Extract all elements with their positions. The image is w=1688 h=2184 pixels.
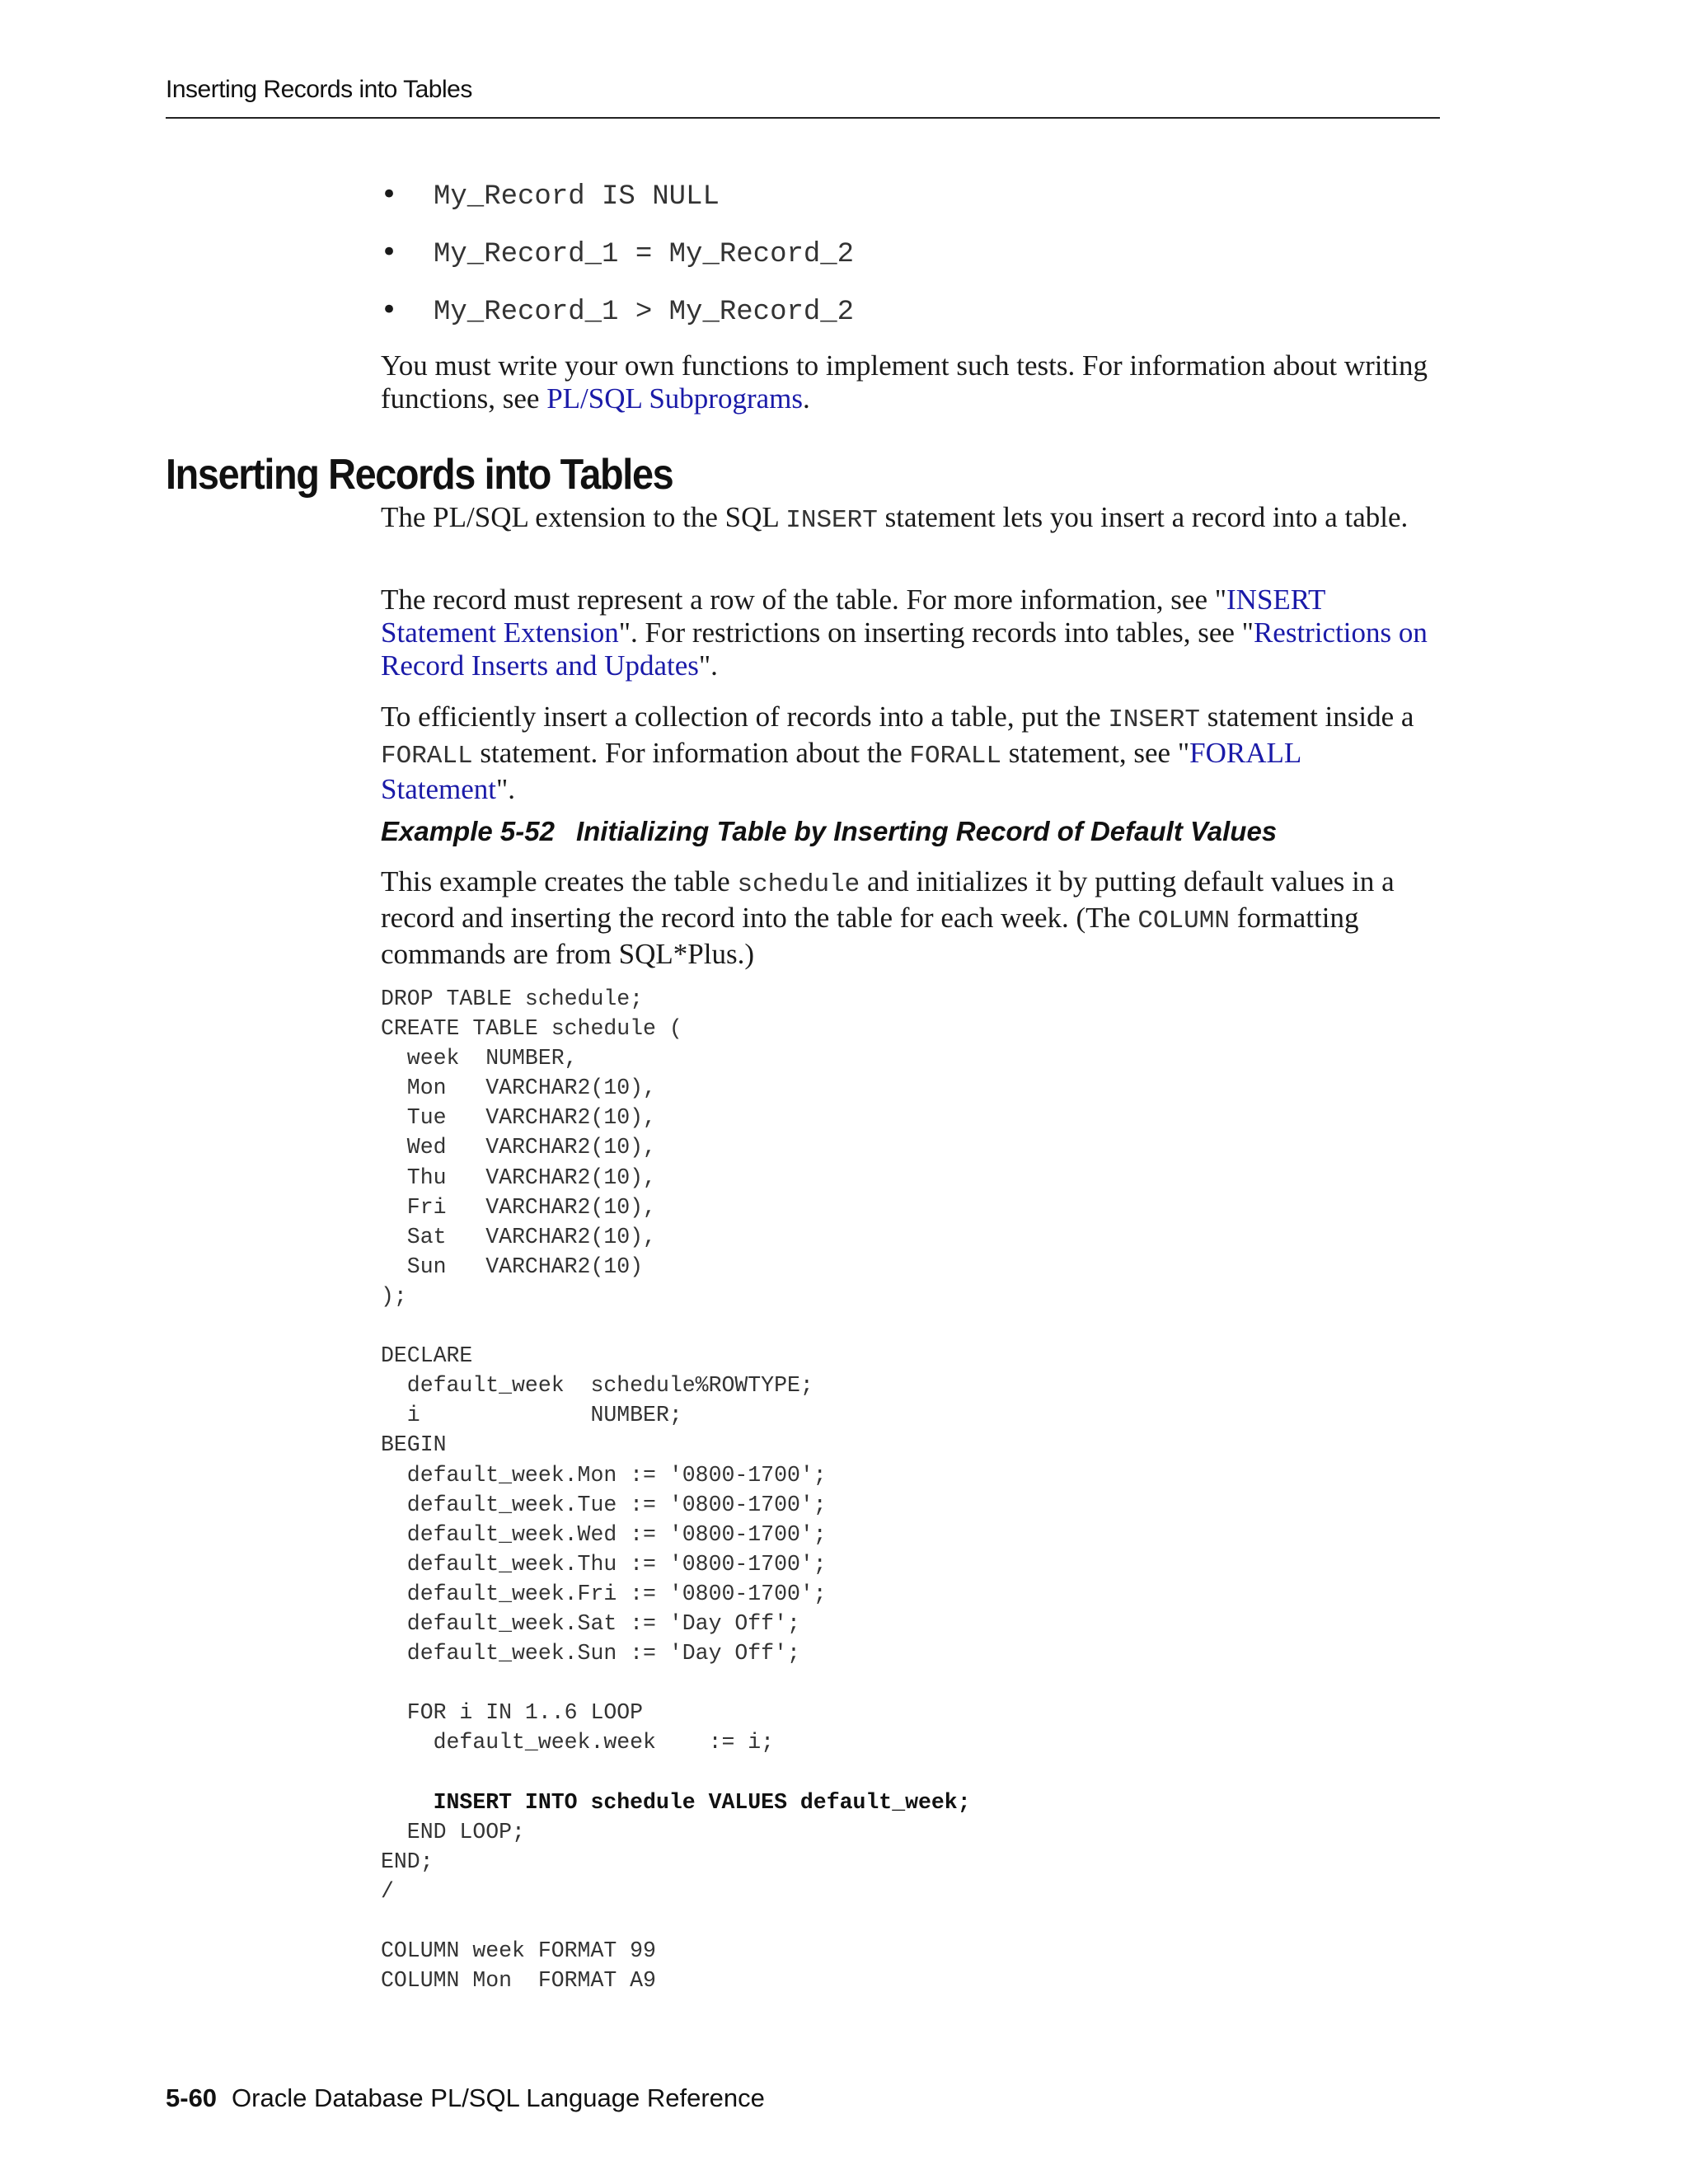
section-title: Inserting Records into Tables: [166, 451, 673, 499]
inline-code: FORALL: [909, 742, 1002, 771]
code-line: Fri VARCHAR2(10),: [381, 1194, 656, 1220]
text: You must write your own functions to implement such tests. For information about writing functions, see: [381, 349, 1428, 415]
footer: [166, 2083, 765, 2113]
code-line: /: [381, 1878, 394, 1904]
code-line: FOR i IN 1..6 LOOP: [381, 1700, 644, 1726]
bullet-code: My_Record IS NULL: [434, 181, 720, 213]
text: The record must represent a row of the table. For more information, see ": [381, 583, 1227, 616]
bullet-list: [381, 178, 1440, 351]
code-line: [381, 1906, 1440, 1936]
code-line: BEGIN: [381, 1432, 447, 1458]
bullet-code: My_Record_1 = My_Record_2: [434, 239, 855, 270]
text: formatting commands are from SQL*Plus.): [381, 902, 1359, 970]
text: .: [803, 382, 810, 415]
text: ".: [495, 773, 516, 805]
code-line: COLUMN week FORMAT 99: [381, 1938, 656, 1963]
text: statement, see ": [1001, 737, 1190, 769]
code-block: [381, 984, 1440, 1995]
paragraph-forall: [381, 701, 1440, 806]
code-line: END LOOP;: [381, 1819, 525, 1844]
text: and initializes it by putting default values in a record and inserting the record into the table for each week. (The: [381, 865, 1395, 934]
bullet-icon: •: [381, 293, 398, 326]
text: This example creates the table: [381, 865, 738, 898]
list-item: [381, 293, 1440, 351]
code-line: default_week schedule%ROWTYPE;: [381, 1373, 814, 1399]
link-restrictions[interactable]: Restrictions on Record Inserts and Updates: [381, 616, 1428, 682]
text: statement lets you insert a record into a table.: [877, 501, 1409, 533]
link-plsql-subprograms[interactable]: PL/SQL Subprograms: [546, 382, 803, 415]
code-line: default_week.Sun := 'Day Off';: [381, 1641, 800, 1666]
inline-code: FORALL: [381, 742, 473, 771]
code-line: default_week.Sat := 'Day Off';: [381, 1610, 800, 1636]
paragraph-example-desc: [381, 865, 1440, 971]
code-line: Mon VARCHAR2(10),: [381, 1076, 656, 1101]
inline-code: INSERT: [785, 506, 878, 535]
code-line: Sun VARCHAR2(10): [381, 1254, 644, 1279]
text: statement inside a: [1199, 701, 1414, 733]
link-insert-statement-extension[interactable]: INSERT Statement Extension: [381, 583, 1325, 649]
text: To efficiently insert a collection of records into a table, put the: [381, 701, 1109, 733]
inline-code: INSERT: [1108, 705, 1200, 734]
code-line: Sat VARCHAR2(10),: [381, 1224, 656, 1249]
inline-code: schedule: [737, 870, 860, 899]
paragraph-record-row: [381, 583, 1440, 682]
list-item: [381, 178, 1440, 236]
code-line: Tue VARCHAR2(10),: [381, 1105, 656, 1131]
text: ".: [698, 649, 718, 682]
example-caption: [381, 816, 1277, 847]
example-number: Example 5-52: [381, 816, 555, 846]
code-line: week NUMBER,: [381, 1046, 578, 1071]
book-title: Oracle Database PL/SQL Language Reference: [232, 2083, 765, 2112]
code-line: [381, 1311, 1440, 1341]
code-line: END;: [381, 1849, 434, 1874]
code-line: COLUMN Mon FORMAT A9: [381, 1968, 656, 1994]
text: statement. For information about the: [472, 737, 910, 769]
code-line: DROP TABLE schedule;: [381, 987, 644, 1011]
code-line: default_week.week := i;: [381, 1730, 775, 1755]
bullet-icon: •: [381, 178, 398, 211]
header-rule: [166, 117, 1440, 119]
bullet-code: My_Record_1 > My_Record_2: [434, 297, 855, 328]
text: ". For restrictions on inserting records into tables, see ": [618, 616, 1254, 649]
paragraph-intro: [381, 501, 1440, 537]
paragraph-functions: [381, 349, 1440, 415]
code-line: );: [381, 1283, 407, 1309]
list-item: [381, 236, 1440, 293]
code-line: [381, 1757, 1440, 1787]
code-line: default_week.Thu := '0800-1700';: [381, 1551, 827, 1577]
code-line: default_week.Tue := '0800-1700';: [381, 1492, 827, 1517]
running-header: Inserting Records into Tables: [166, 76, 472, 103]
code-line: CREATE TABLE schedule (: [381, 1016, 682, 1042]
code-line: i NUMBER;: [381, 1403, 682, 1428]
code-line: default_week.Wed := '0800-1700';: [381, 1521, 827, 1547]
inline-code: COLUMN: [1137, 907, 1230, 935]
page-number: 5-60: [166, 2083, 218, 2112]
code-line: Thu VARCHAR2(10),: [381, 1165, 656, 1190]
example-title: Initializing Table by Inserting Record of Default Values: [575, 816, 1278, 846]
bullet-icon: •: [381, 236, 398, 269]
code-line: DECLARE: [381, 1343, 473, 1369]
code-line: default_week.Fri := '0800-1700';: [381, 1581, 827, 1606]
text: The PL/SQL extension to the SQL: [381, 501, 786, 533]
code-line: Wed VARCHAR2(10),: [381, 1135, 656, 1160]
link-forall-statement[interactable]: FORALL Statement: [381, 737, 1301, 805]
code-line: default_week.Mon := '0800-1700';: [381, 1462, 827, 1488]
code-line: [381, 1668, 1440, 1698]
code-line: INSERT INTO schedule VALUES default_week;: [381, 1789, 971, 1815]
